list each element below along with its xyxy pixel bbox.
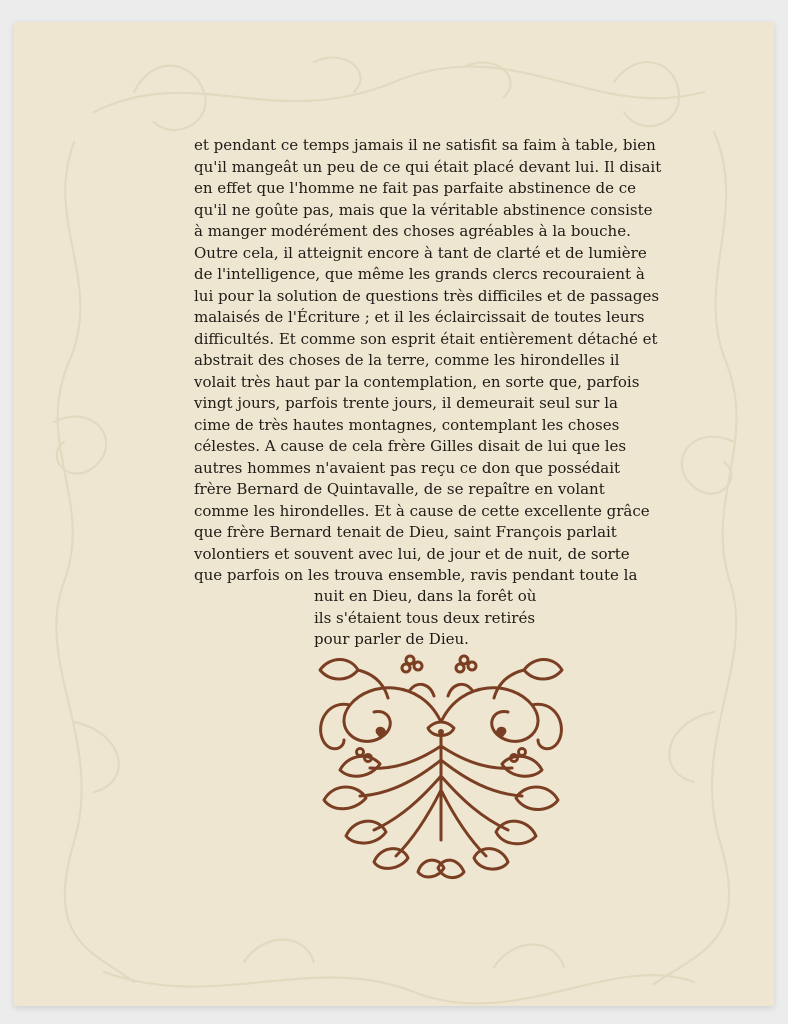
paragraph-tail <box>314 586 536 651</box>
text-line: comme les hirondelles. Et à cause de cette excellente grâce <box>194 501 650 520</box>
tail-line: pour parler de Dieu. <box>314 630 469 648</box>
text-line: célestes. A cause de cela frère Gilles disait de lui que les <box>194 437 627 455</box>
text-line: vingt jours, parfois trente jours, il demeurait seul sur la <box>194 394 618 412</box>
text-line: volait très haut par la contemplation, en sorte que, parfois <box>194 372 640 391</box>
text-line: en effet que l'homme ne fait pas parfaite abstinence de ce <box>194 179 637 197</box>
text-line: à manger modérément des choses agréables à la bouche. <box>194 222 631 240</box>
text-line: Outre cela, il atteignit encore à tant de clarté et de lumière <box>194 243 647 262</box>
text-line: malaisés de l'Écriture ; et il les éclaircissait de toutes leurs <box>194 308 645 326</box>
text-line: autres hommes n'avaient pas reçu ce don que possédait <box>194 458 621 477</box>
body-paragraph <box>194 135 662 587</box>
text-line: frère Bernard de Quintavalle, de se repaître en volant <box>194 480 605 498</box>
tail-line: ils s'étaient tous deux retirés <box>314 608 536 627</box>
text-line: cime de très hautes montagnes, contemplant les choses <box>194 415 620 434</box>
text-line: difficultés. Et comme son esprit était entièrement détaché et <box>194 329 658 348</box>
text-line: et pendant ce temps jamais il ne satisfit sa faim à table, bien <box>194 136 656 154</box>
tail-line: nuit en Dieu, dans la forêt où <box>314 587 537 605</box>
text-line: lui pour la solution de questions très difficiles et de passages <box>194 286 660 305</box>
book-page <box>14 22 774 1006</box>
floral-vignette-ornament <box>310 650 572 882</box>
text-line: qu'il ne goûte pas, mais que la véritable abstinence consiste <box>194 200 653 219</box>
text-line: qu'il mangeât un peu de ce qui était placé devant lui. Il disait <box>194 157 662 176</box>
text-line: abstrait des choses de la terre, comme les hirondelles il <box>194 351 620 369</box>
text-line: que parfois on les trouva ensemble, ravis pendant toute la <box>194 566 638 584</box>
text-line: volontiers et souvent avec lui, de jour et de nuit, de sorte <box>194 544 630 563</box>
text-line: de l'intelligence, que même les grands clercs recouraient à <box>194 265 645 283</box>
text-line: que frère Bernard tenait de Dieu, saint François parlait <box>194 523 617 541</box>
